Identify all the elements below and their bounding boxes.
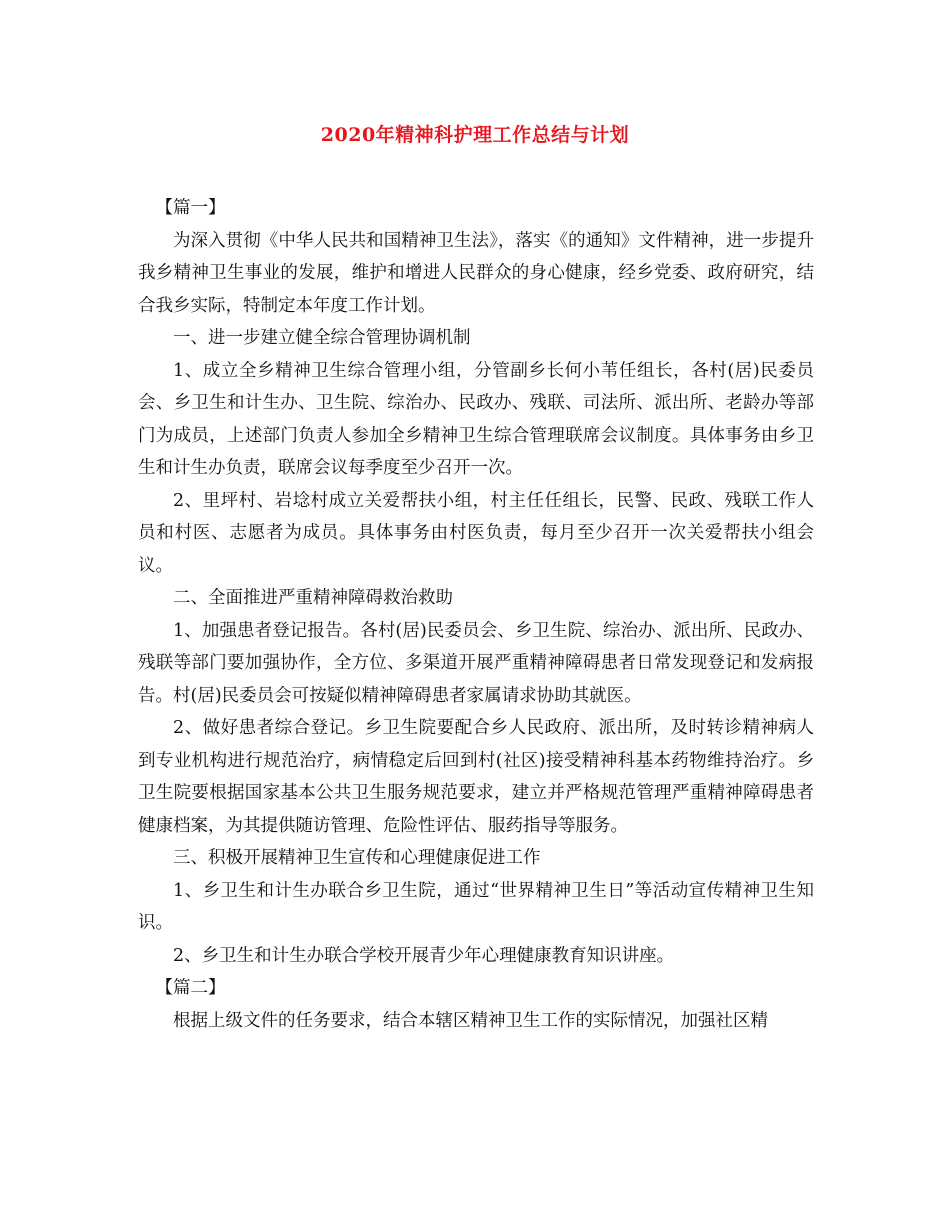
section-heading-part-two: 【篇二】 <box>155 978 226 998</box>
heading-section-1: 一、进一步建立健全综合管理协调机制 <box>173 328 471 348</box>
paragraph-2-1: 1、加强患者登记报告。各村(居)民委员会、乡卫生院、综治办、派出所、民政办、残联等部门要加强协作，全方位、多渠道开展严重精神障碍患者日常发现登记和发病报告。村(居)民委员会可按疑似精神障碍患者家属请求协助其就医。 <box>138 620 814 706</box>
paragraph-part-two-intro: 根据上级文件的任务要求，结合本辖区精神卫生工作的实际情况，加强社区精 <box>173 1010 768 1031</box>
paragraph-1-2: 2、里坪村、岩埝村成立关爱帮扶小组，村主任任组长，民警、民政、残联工作人员和村医、志愿者为成员。具体事务由村医负责，每月至少召开一次关爱帮扶小组会议。 <box>138 490 814 576</box>
heading-section-2: 二、全面推进严重精神障碍救治救助 <box>173 588 453 608</box>
heading-section-3: 三、积极开展精神卫生宣传和心理健康促进工作 <box>173 848 541 868</box>
paragraph-3-2: 2、乡卫生和计生办联合学校开展青少年心理健康教育知识讲座。 <box>173 945 675 966</box>
paragraph-intro: 为深入贯彻《中华人民共和国精神卫生法》，落实《的通知》文件精神，进一步提升我乡精神卫生事业的发展，维护和增进人民群众的身心健康，经乡党委、政府研究，结合我乡实际，特制定本年度工作计划。 <box>138 230 814 316</box>
section-heading-part-one: 【篇一】 <box>155 198 226 218</box>
document-title: 2020年精神科护理工作总结与计划 <box>320 124 630 146</box>
paragraph-2-2: 2、做好患者综合登记。乡卫生院要配合乡人民政府、派出所，及时转诊精神病人到专业机构进行规范治疗，病情稳定后回到村(社区)接受精神科基本药物维持治疗。乡卫生院要根据国家基本公共卫生服务规范要求，建立并严格规范管理严重精神障碍患者健康档案，为其提供随访管理、危险性评估、服药指导等服务。 <box>138 718 814 836</box>
paragraph-3-1: 1、乡卫生和计生办联合乡卫生院，通过“世界精神卫生日”等活动宣传精神卫生知识。 <box>138 880 814 933</box>
document-body <box>138 192 814 1037</box>
paragraph-1-1: 1、成立全乡精神卫生综合管理小组，分管副乡长何小苇任组长，各村(居)民委员会、乡卫生和计生办、卫生院、综治办、民政办、残联、司法所、派出所、老龄办等部门为成员，上述部门负责人参加全乡精神卫生综合管理联席会议制度。具体事务由乡卫生和计生办负责，联席会议每季度至少召开一次。 <box>138 360 814 478</box>
